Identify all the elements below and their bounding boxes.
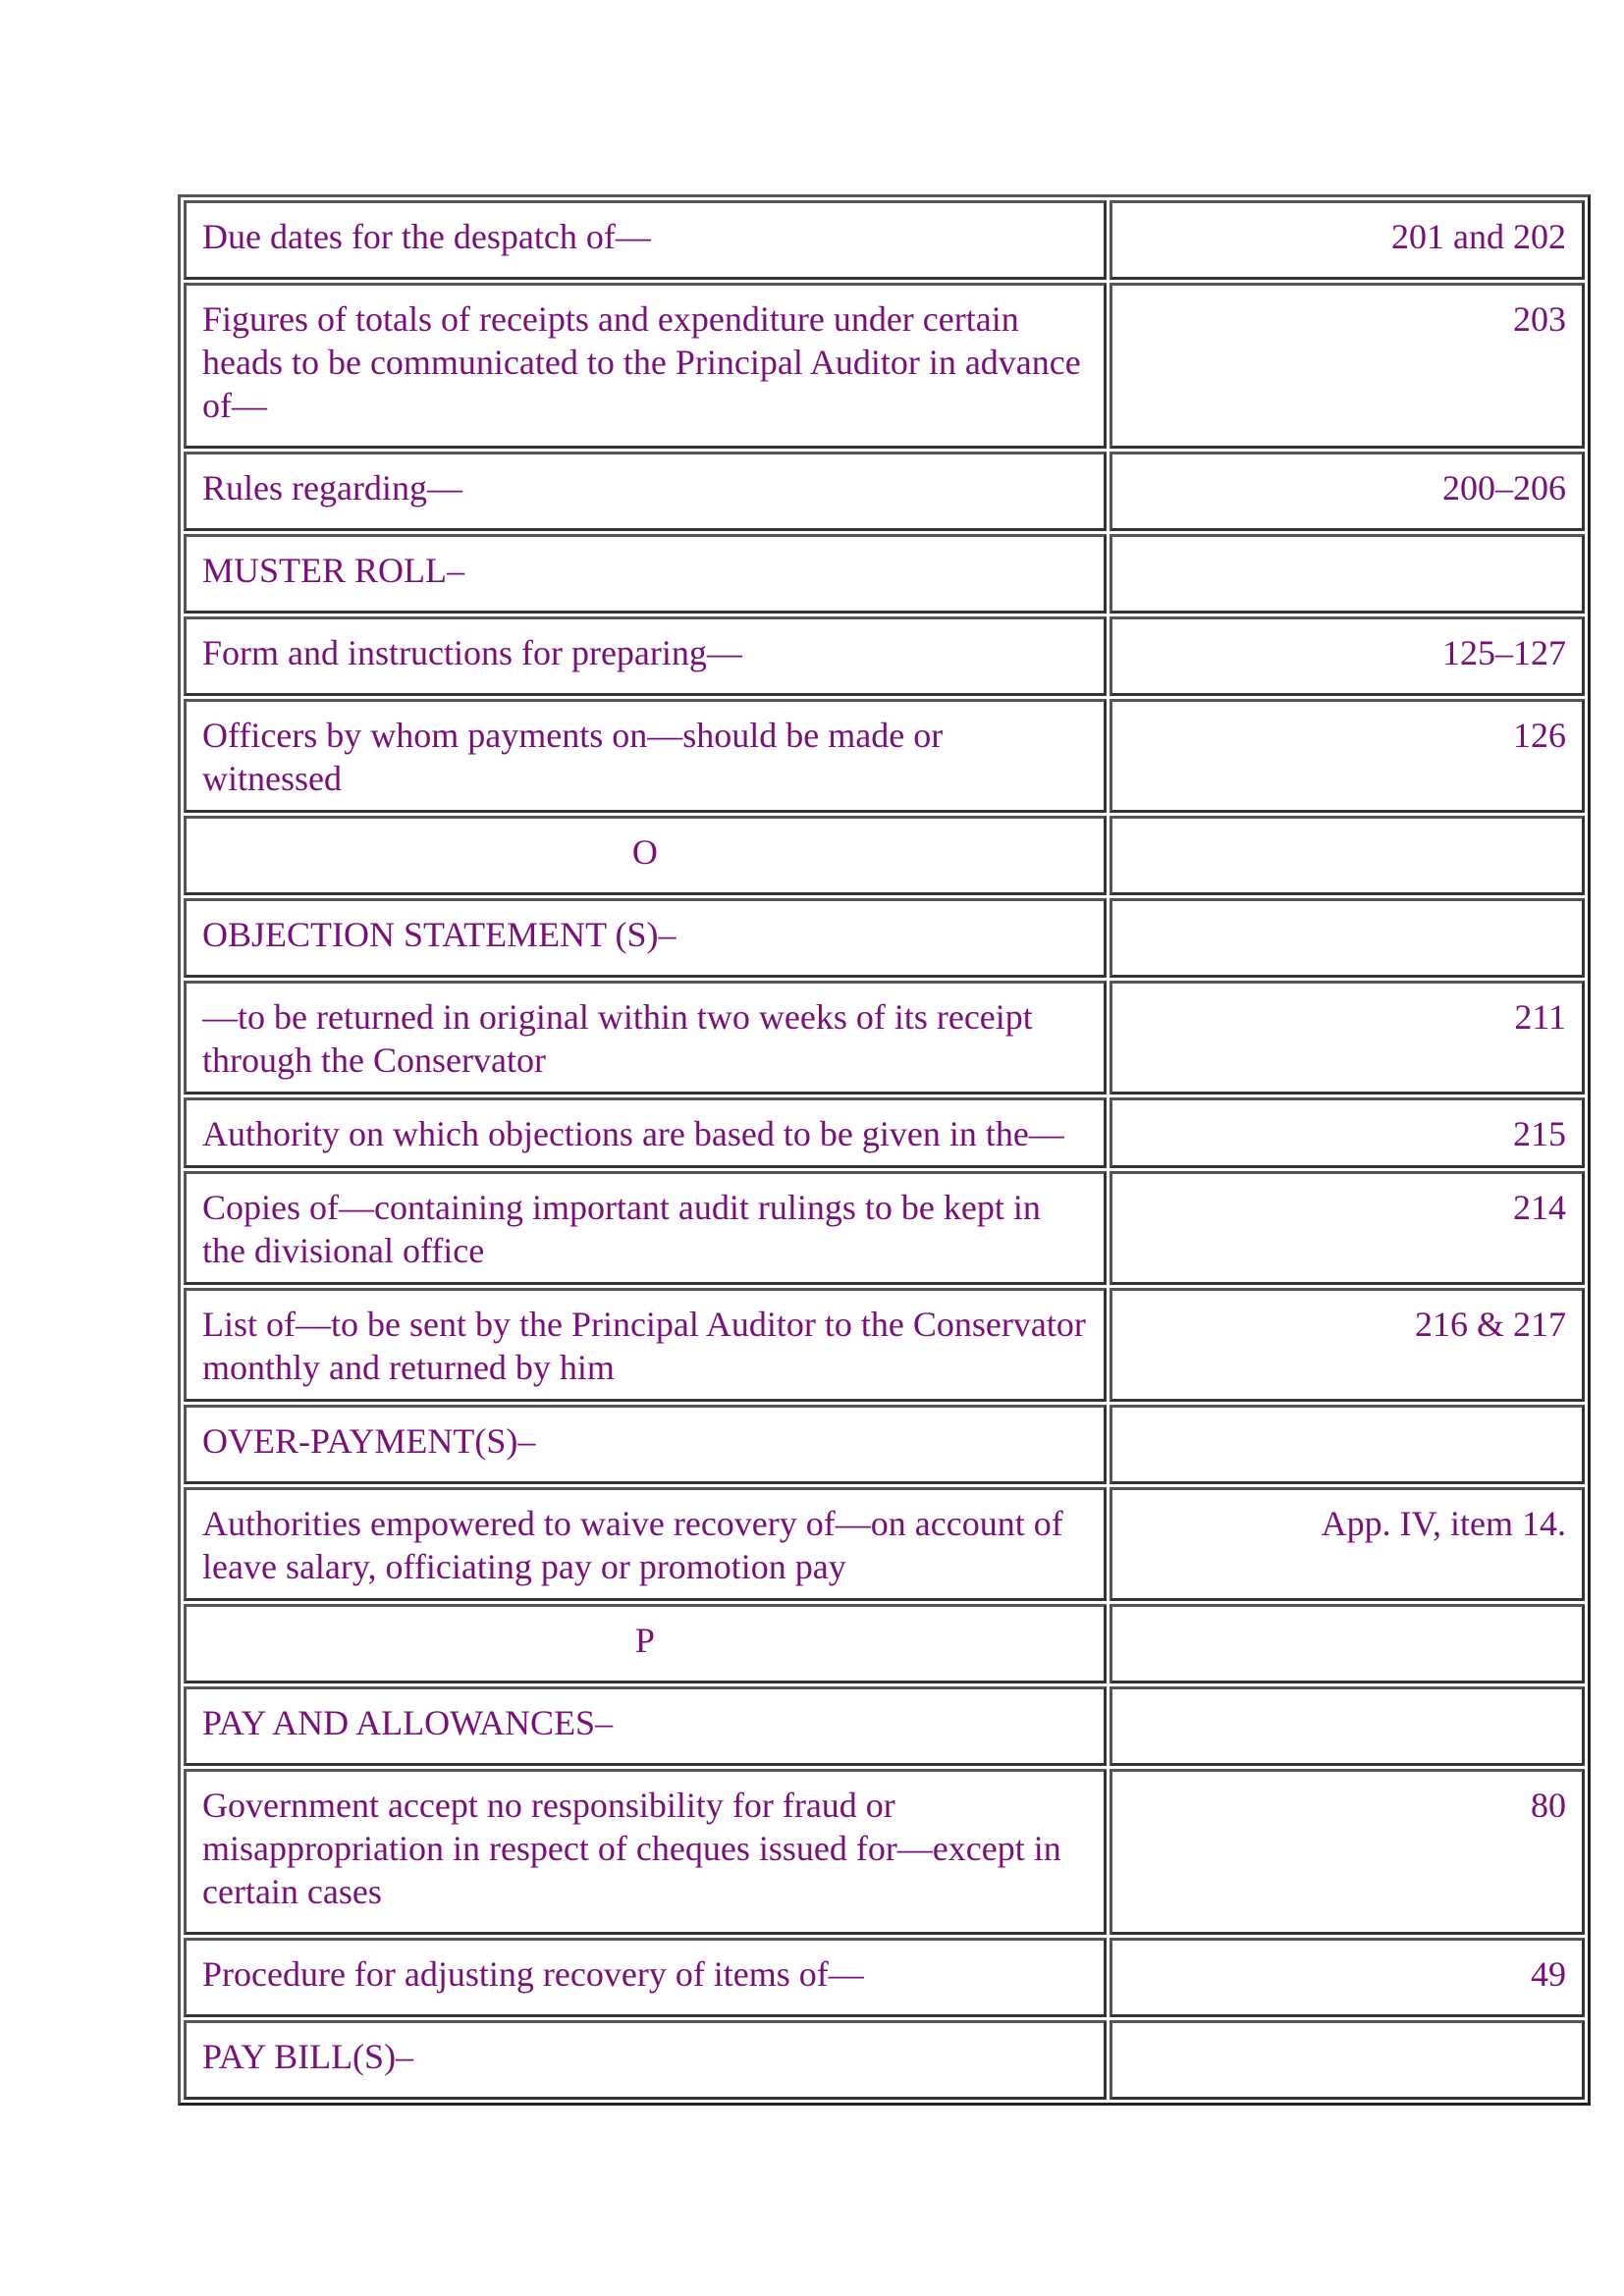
reference-cell: 49 [1110,1938,1585,2017]
table-row [184,1405,1585,1484]
table-row [184,200,1585,280]
reference-cell: 216 & 217 [1110,1288,1585,1402]
table-row [184,283,1585,449]
reference-cell [1110,2020,1585,2100]
table-row [184,699,1585,813]
table-row [184,898,1585,978]
table-row [184,534,1585,614]
entry-cell: Form and instructions for preparing— [184,616,1107,696]
reference-cell: App. IV, item 14. [1110,1487,1585,1601]
reference-cell: 203 [1110,283,1585,449]
entry-cell: Copies of—containing important audit rulings to be kept in the divisional office [184,1171,1107,1285]
reference-cell: 214 [1110,1171,1585,1285]
table-row [184,616,1585,696]
letter-divider-cell: P [184,1604,1107,1683]
index-table [178,194,1591,2106]
reference-cell: 126 [1110,699,1585,813]
table-row [184,1288,1585,1402]
reference-cell [1110,534,1585,614]
reference-cell: 215 [1110,1097,1585,1168]
table-row [184,1487,1585,1601]
table-row [184,816,1585,895]
entry-cell: Authority on which objections are based to be given in the— [184,1097,1107,1168]
section-heading-cell: MUSTER ROLL– [184,534,1107,614]
entry-cell: Due dates for the despatch of— [184,200,1107,280]
letter-divider-cell: O [184,816,1107,895]
reference-cell [1110,816,1585,895]
table-row [184,1097,1585,1168]
entry-cell: Figures of totals of receipts and expenditure under certain heads to be communicated to the Principal Auditor in advance of— [184,283,1107,449]
section-heading-cell: OBJECTION STATEMENT (S)– [184,898,1107,978]
table-row [184,452,1585,531]
table-row [184,1938,1585,2017]
table-row [184,981,1585,1095]
table-row [184,1686,1585,1766]
reference-cell: 80 [1110,1769,1585,1935]
reference-cell [1110,898,1585,978]
entry-cell: Procedure for adjusting recovery of items of— [184,1938,1107,2017]
section-heading-cell: PAY AND ALLOWANCES– [184,1686,1107,1766]
reference-cell: 125–127 [1110,616,1585,696]
reference-cell [1110,1405,1585,1484]
entry-cell: Authorities empowered to waive recovery of—on account of leave salary, officiating pay or promotion pay [184,1487,1107,1601]
entry-cell: Officers by whom payments on—should be made or witnessed [184,699,1107,813]
table-row [184,2020,1585,2100]
reference-cell: 201 and 202 [1110,200,1585,280]
section-heading-cell: PAY BILL(S)– [184,2020,1107,2100]
entry-cell: Government accept no responsibility for fraud or misappropriation in respect of cheques issued for—except in certain cases [184,1769,1107,1935]
reference-cell: 211 [1110,981,1585,1095]
section-heading-cell: OVER-PAYMENT(S)– [184,1405,1107,1484]
index-table-body [184,200,1585,2100]
table-row [184,1769,1585,1935]
entry-cell: List of—to be sent by the Principal Auditor to the Conservator monthly and returned by him [184,1288,1107,1402]
entry-cell: —to be returned in original within two weeks of its receipt through the Conservator [184,981,1107,1095]
reference-cell: 200–206 [1110,452,1585,531]
table-row [184,1171,1585,1285]
reference-cell [1110,1604,1585,1683]
reference-cell [1110,1686,1585,1766]
entry-cell: Rules regarding— [184,452,1107,531]
table-row [184,1604,1585,1683]
